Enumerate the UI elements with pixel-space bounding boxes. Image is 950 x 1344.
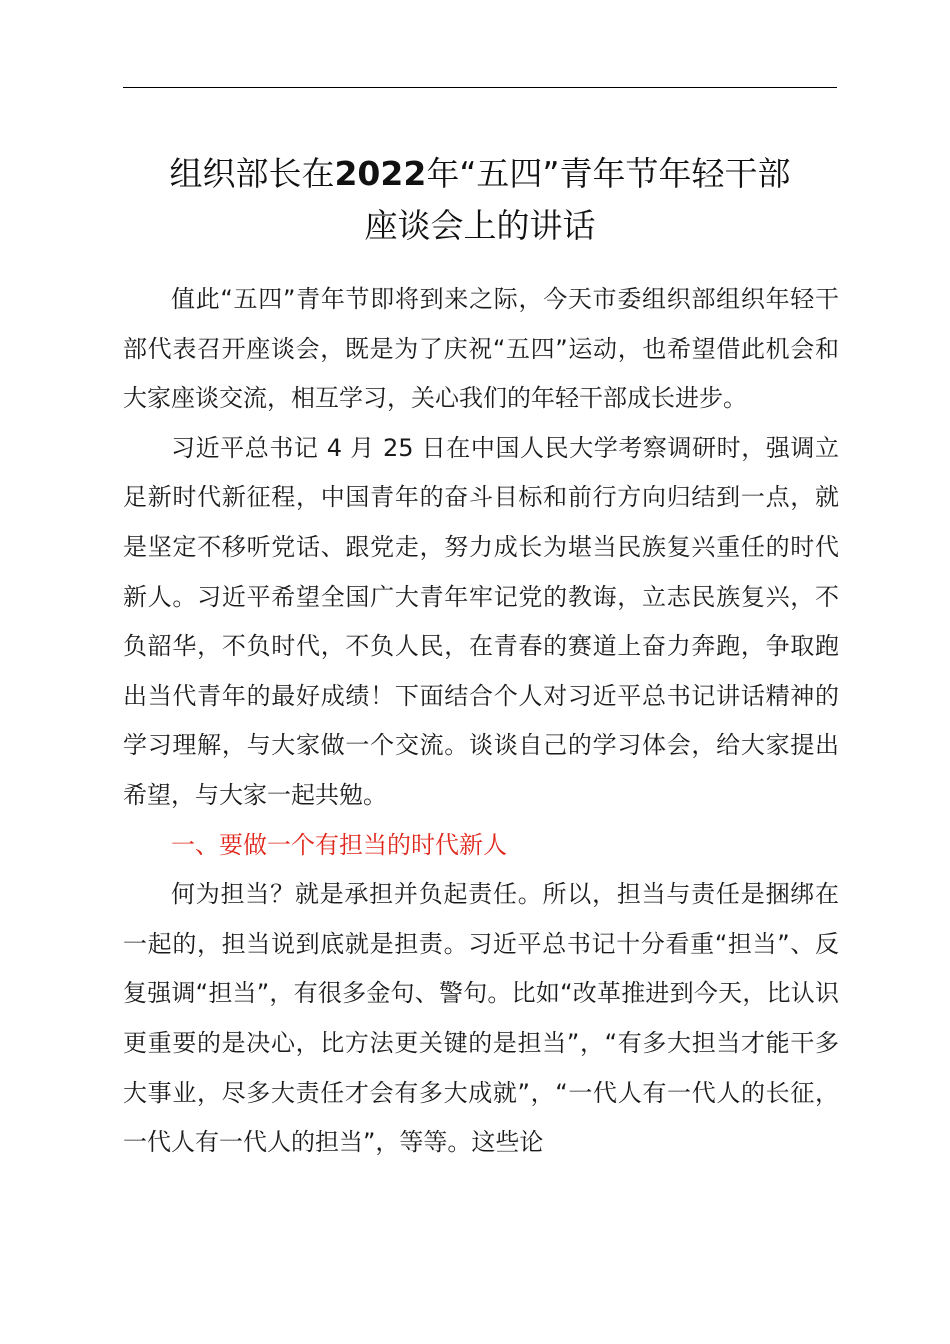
title-prefix: 组织部长在 — [169, 154, 335, 193]
paragraph-section-1: 何为担当？就是承担并负起责任。所以，担当与责任是捆绑在一起的，担当说到底就是担责。习近平总书记十分看重“担当”、反复强调“担当”，有很多金句、警句。比如“改革推进到今天，比认识更重要的是决心，比方法更关键的是担当”，“有多大担当才能干多大事业，尽多大责任才会有多大成就”，“一代人有一代人的长征，一代人有一代人的担当”，等等。这些论 — [123, 880, 839, 1157]
title-year: 2022 — [334, 154, 427, 193]
document-body — [123, 275, 839, 1168]
title-line-2: 座谈会上的讲话 — [364, 206, 596, 245]
paragraph-xi-speech: 习近平总书记 4 月 25 日在中国人民大学考察调研时，强调立足新时代新征程，中国青年的奋斗目标和前行方向归结到一点，就是坚定不移听党话、跟党走，努力成长为堪当民族复兴重任的时代新人。习近平希望全国广大青年牢记党的教诲，立志民族复兴，不负韶华，不负时代，不负人民，在青春的赛道上奋力奔跑，争取跑出当代青年的最好成绩！下面结合个人对习近平总书记讲话精神的学习理解，与大家做一个交流。谈谈自己的学习体会，给大家提出希望，与大家一起共勉。 — [123, 433, 839, 809]
section-heading-1: 一、要做一个有担当的时代新人 — [171, 830, 507, 859]
title-suffix: 年“五四”青年节年轻干部 — [426, 154, 791, 193]
page-title — [110, 148, 850, 252]
header-rule — [123, 87, 837, 88]
paragraph-intro: 值此“五四”青年节即将到来之际，今天市委组织部组织年轻干部代表召开座谈会，既是为了庆祝“五四”运动，也希望借此机会和大家座谈交流，相互学习，关心我们的年轻干部成长进步。 — [123, 285, 839, 413]
